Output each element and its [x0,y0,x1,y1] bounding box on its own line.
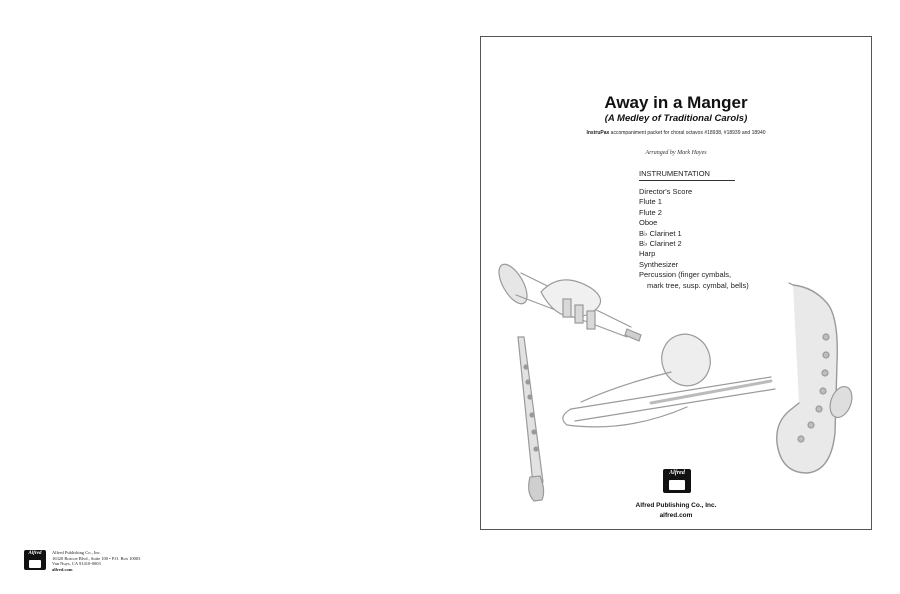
packet-text: accompaniment packet for choral octavos #18938, #18939 and 18940 [609,130,766,136]
publisher-website: alfred.com [659,512,693,519]
publisher-address [52,550,140,572]
list-item: Percussion (finger cymbals, [639,270,732,280]
address-line: Van Nuys, CA 91410-0003 [52,561,101,567]
list-item: mark tree, susp. cymbal, bells) [647,280,749,290]
packet-brand: InstruPax [586,130,610,136]
subtitle: (A Medley of Traditional Carols) [604,113,748,124]
publisher-name: Alfred Publishing Co., Inc. [635,502,717,509]
trombone-icon [563,327,775,427]
instrumentation-heading: INSTRUMENTATION [639,169,735,181]
trumpet-icon [493,260,641,341]
logo-text: Alfred [28,551,42,556]
list-item: Flute 2 [639,207,662,217]
list-item: B♭ Clarinet 1 [639,228,682,238]
saxophone-icon [777,283,856,473]
instrument-list [639,187,749,291]
arranger-credit: Arranged by Mark Hayes [645,150,707,156]
list-item: Director's Score [639,187,693,196]
logo-text: Alfred [669,470,685,476]
clarinet-icon [518,337,544,501]
list-item: B♭ Clarinet 2 [639,239,682,249]
publisher-website: alfred.com [52,566,73,572]
list-item: Synthesizer [639,259,679,269]
list-item: Oboe [639,218,658,228]
alfred-logo-icon [24,550,46,570]
address-line: Alfred Publishing Co., Inc. [52,550,101,555]
list-item: Harp [639,249,656,259]
list-item: Flute 1 [639,197,662,207]
packet-description [481,130,871,136]
back-cover-publisher-block [24,550,140,572]
page-title: Away in a Manger [604,93,748,112]
alfred-logo-icon [663,469,691,493]
front-cover [480,36,872,530]
address-line: 16320 Roscoe Blvd., Suite 100 • P.O. Box 10003 [52,555,141,561]
